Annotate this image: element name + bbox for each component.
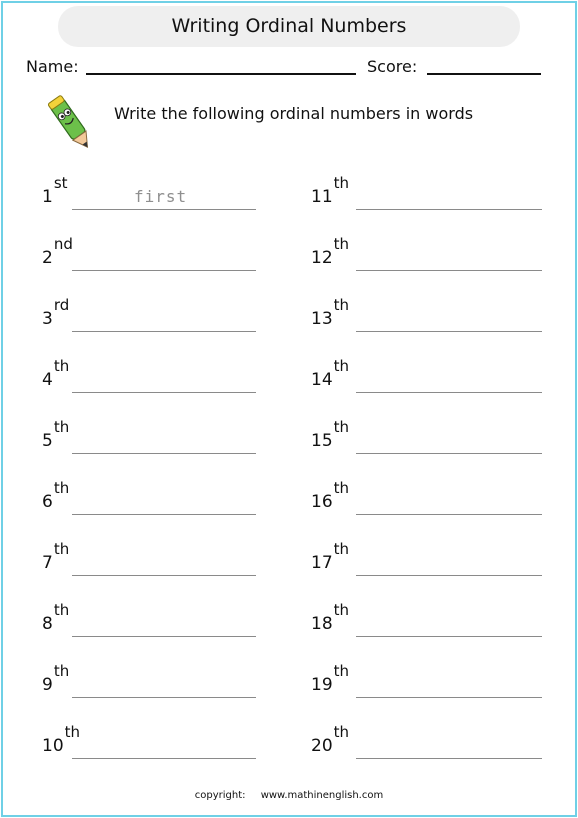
ordinal-number [311, 418, 350, 451]
ordinal-suffix: th [333, 601, 350, 619]
name-label: Name: [26, 57, 79, 76]
ordinal-number [42, 601, 70, 634]
ordinal-digits: 13 [311, 309, 333, 329]
example-answer: first [134, 187, 188, 206]
ordinal-digits: 7 [42, 553, 53, 573]
answer-line[interactable] [72, 514, 256, 515]
ordinal-number [311, 662, 350, 695]
answer-line[interactable] [356, 209, 542, 210]
ordinal-suffix: th [333, 357, 350, 375]
name-field[interactable] [86, 73, 356, 75]
ordinal-number [311, 357, 350, 390]
ordinal-suffix: th [333, 723, 350, 741]
ordinal-digits: 10 [42, 736, 64, 756]
ordinal-digits: 17 [311, 553, 333, 573]
ordinal-suffix: th [333, 296, 350, 314]
ordinal-suffix: th [53, 357, 70, 375]
ordinal-suffix: rd [53, 296, 70, 314]
ordinal-number [42, 418, 70, 451]
ordinal-number [42, 723, 81, 756]
ordinal-digits: 11 [311, 187, 333, 207]
ordinal-number [311, 174, 350, 207]
ordinal-digits: 4 [42, 370, 53, 390]
ordinal-number [42, 540, 70, 573]
answer-line[interactable] [72, 575, 256, 576]
answer-line[interactable] [72, 209, 256, 210]
ordinal-digits: 9 [42, 675, 53, 695]
ordinal-suffix: nd [53, 235, 73, 253]
page-title: Writing Ordinal Numbers [58, 6, 520, 47]
ordinal-digits: 5 [42, 431, 53, 451]
instructions: Write the following ordinal numbers in words [114, 104, 474, 123]
ordinal-suffix: st [53, 174, 68, 192]
ordinal-number [311, 723, 350, 756]
ordinal-suffix: th [53, 540, 70, 558]
ordinal-number [311, 601, 350, 634]
ordinal-digits: 19 [311, 675, 333, 695]
ordinal-digits: 12 [311, 248, 333, 268]
ordinal-digits: 16 [311, 492, 333, 512]
answer-line[interactable] [72, 331, 256, 332]
ordinal-number [42, 174, 68, 207]
ordinal-suffix: th [333, 662, 350, 680]
ordinal-suffix: th [53, 418, 70, 436]
ordinal-number [42, 296, 70, 329]
ordinal-digits: 1 [42, 187, 53, 207]
ordinal-number [311, 479, 350, 512]
ordinal-suffix: th [333, 174, 350, 192]
ordinal-digits: 15 [311, 431, 333, 451]
ordinal-number [42, 357, 70, 390]
ordinal-suffix: th [333, 235, 350, 253]
ordinal-suffix: th [333, 418, 350, 436]
ordinal-suffix: th [53, 479, 70, 497]
ordinal-number [42, 479, 70, 512]
answer-line[interactable] [356, 331, 542, 332]
answer-line[interactable] [356, 636, 542, 637]
answer-line[interactable] [72, 392, 256, 393]
ordinal-digits: 20 [311, 736, 333, 756]
answer-line[interactable] [72, 758, 256, 759]
ordinal-digits: 8 [42, 614, 53, 634]
answer-line[interactable] [72, 697, 256, 698]
answer-line[interactable] [356, 758, 542, 759]
answer-line[interactable] [356, 697, 542, 698]
answer-line[interactable] [356, 575, 542, 576]
ordinal-suffix: th [53, 601, 70, 619]
score-label: Score: [367, 57, 418, 76]
ordinal-number [311, 296, 350, 329]
answer-line[interactable] [72, 636, 256, 637]
answer-line[interactable] [356, 392, 542, 393]
ordinal-suffix: th [64, 723, 81, 741]
answer-line[interactable] [72, 270, 256, 271]
answer-line[interactable] [356, 270, 542, 271]
ordinal-number [42, 235, 73, 268]
ordinal-digits: 14 [311, 370, 333, 390]
ordinal-digits: 3 [42, 309, 53, 329]
ordinal-number [311, 540, 350, 573]
ordinal-digits: 6 [42, 492, 53, 512]
website-link[interactable]: www.mathinenglish.com [260, 790, 384, 801]
answer-line[interactable] [356, 514, 542, 515]
copyright-label: copyright: [194, 790, 246, 801]
answer-line[interactable] [72, 453, 256, 454]
ordinal-number [311, 235, 350, 268]
ordinal-suffix: th [53, 662, 70, 680]
ordinal-digits: 18 [311, 614, 333, 634]
ordinal-digits: 2 [42, 248, 53, 268]
pencil-mascot-icon [44, 92, 100, 158]
answer-line[interactable] [356, 453, 542, 454]
ordinal-suffix: th [333, 540, 350, 558]
score-field[interactable] [427, 73, 541, 75]
ordinal-suffix: th [333, 479, 350, 497]
footer [0, 790, 578, 801]
ordinal-number [42, 662, 70, 695]
